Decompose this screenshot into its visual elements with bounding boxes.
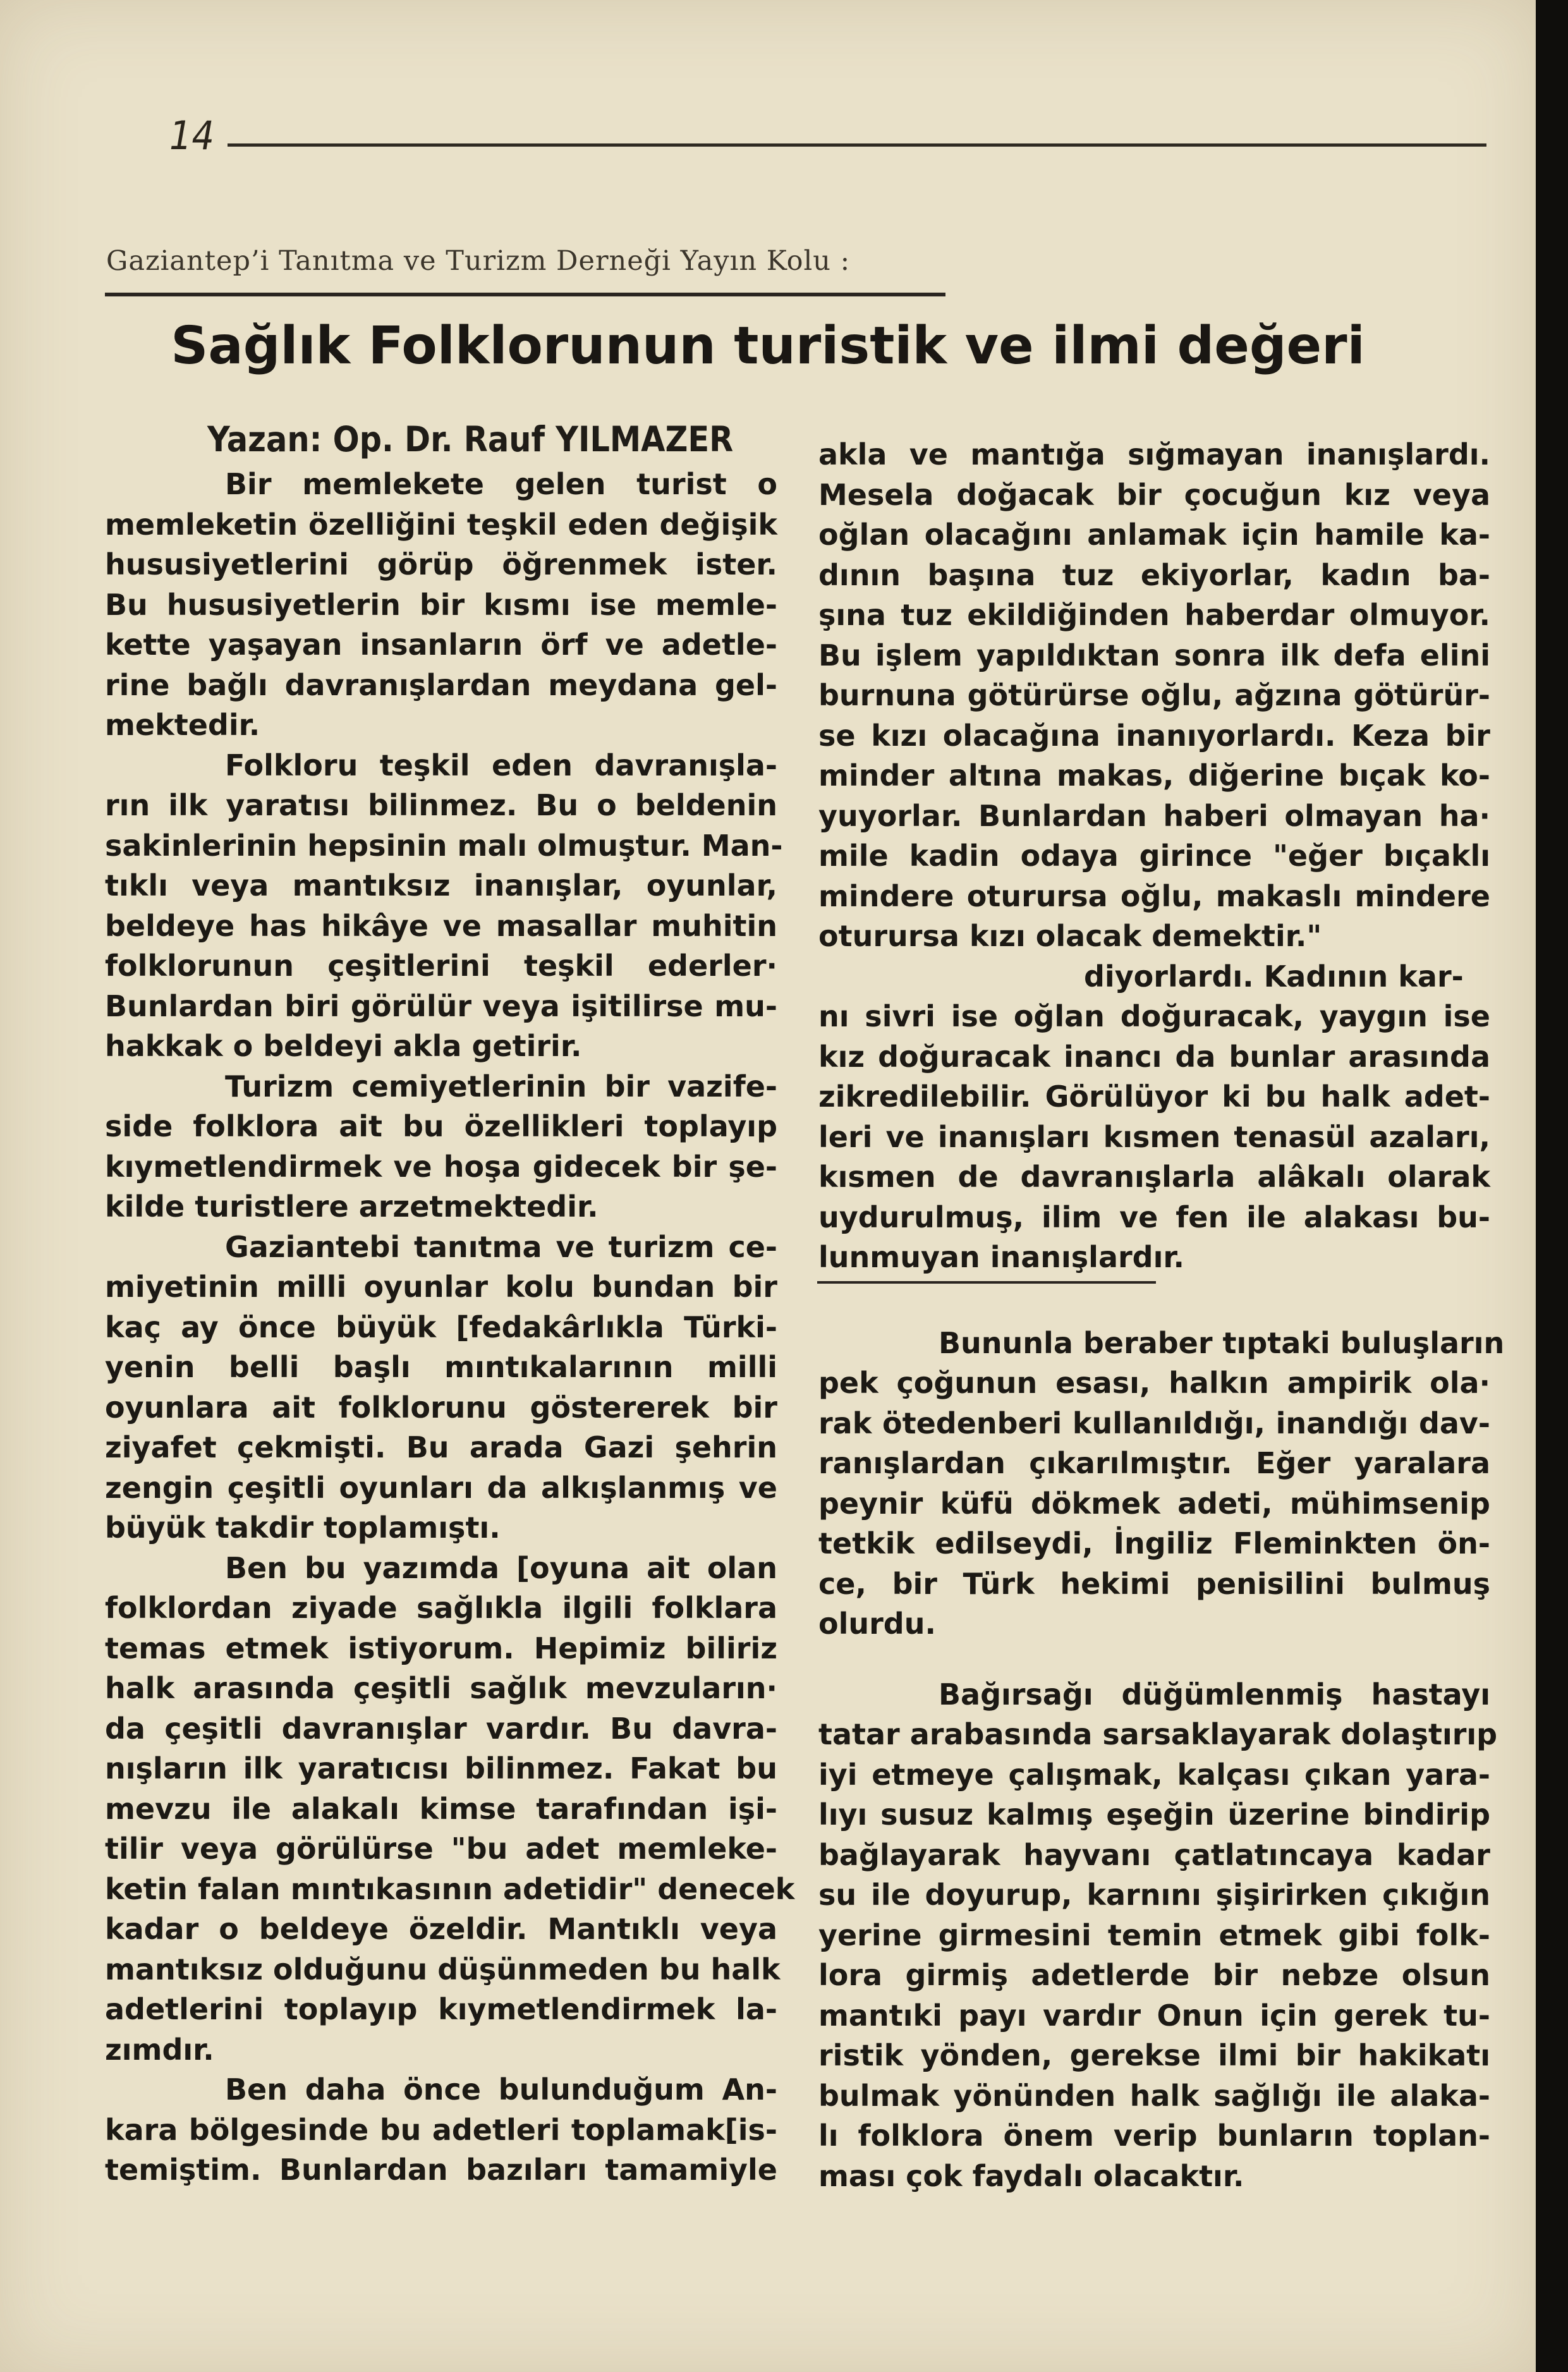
- text-line: Bununla beraber tıptaki buluşların: [939, 1325, 1505, 1360]
- text-line: ce, bir Türk hekimi penisilini bulmuş: [818, 1566, 1490, 1601]
- text-line: uydurulmuş, ilim ve fen ile alakası bu-: [818, 1200, 1490, 1234]
- text-line: akla ve mantığa sığmayan inanışlardı.: [818, 437, 1490, 471]
- text-line: mantıksız olduğunu düşünmeden bu halk: [105, 1952, 781, 1986]
- text-line: se kızı olacağına inanıyorlardı. Keza bir: [818, 718, 1490, 753]
- text-line: Gaziantebi tanıtma ve turizm ce-: [225, 1229, 777, 1264]
- text-line: kette yaşayan insanların örf ve adetle-: [105, 628, 777, 662]
- text-line: bulmak yönünden halk sağlığı ile alaka-: [818, 2078, 1490, 2113]
- kicker-rule: [105, 293, 945, 296]
- text-line: pek çoğunun esası, halkın ampirik ola·: [818, 1366, 1490, 1400]
- text-line: Turizm cemiyetlerinin bir vazife-: [225, 1069, 777, 1104]
- text-line: Bağırsağı düğümlenmiş hastayı: [939, 1677, 1490, 1712]
- text-line: da çeşitli davranışlar vardır. Bu davra-: [105, 1711, 777, 1746]
- article-headline: Sağlık Folklorunun turistik ve ilmi değeri: [171, 316, 1365, 376]
- page-number: 14: [169, 113, 214, 159]
- text-line: lunmuyan inanışlardır.: [818, 1240, 1184, 1274]
- text-line: zımdır.: [105, 2032, 214, 2067]
- text-line: oyunlara ait folklorunu göstererek bir: [105, 1390, 777, 1425]
- text-line: oturursa kızı olacak demektir.": [818, 919, 1322, 953]
- text-line: zengin çeşitli oyunları da alkışlanmış ve: [105, 1470, 777, 1505]
- text-line: kısmen de davranışlarla alâkalı olarak: [818, 1160, 1490, 1194]
- text-line: zikredilebilir. Görülüyor ki bu halk adet-: [818, 1080, 1490, 1114]
- text-line: temiştim. Bunlardan bazıları tamamiyle: [105, 2153, 777, 2187]
- text-line: Ben daha önce bulunduğum An-: [225, 2072, 777, 2107]
- text-line: kilde turistlere arzetmektedir.: [105, 1189, 599, 1224]
- text-line: yerine girmesini temin etmek gibi folk-: [818, 1918, 1490, 1952]
- text-line: rine bağlı davranışlardan meydana gel-: [105, 667, 777, 702]
- text-line: tilir veya görülürse "bu adet memleke-: [105, 1832, 777, 1866]
- section-kicker: Gaziantep’i Tanıtma ve Turizm Derneği Yayın Kolu :: [106, 245, 851, 277]
- text-line: yenin belli başlı mıntıkalarının milli: [105, 1350, 777, 1384]
- text-line: lora girmiş adetlerde bir nebze olsun: [818, 1958, 1490, 1992]
- text-line: kıymetlendirmek ve hoşa gidecek bir şe-: [105, 1149, 777, 1184]
- text-line: kız doğuracak inancı da bunlar arasında: [818, 1039, 1490, 1074]
- text-line: lı folklora önem verip bunların toplan-: [818, 2119, 1490, 2153]
- text-line: mevzu ile alakalı kimse tarafından işi-: [105, 1791, 777, 1826]
- text-line: halk arasında çeşitli sağlık mevzuların·: [105, 1671, 777, 1705]
- text-line: miyetinin milli oyunlar kolu bundan bir: [105, 1270, 777, 1304]
- text-line: yuyorlar. Bunlardan haberi olmayan ha·: [818, 798, 1490, 833]
- text-line: ranışlardan çıkarılmıştır. Eğer yaralara: [818, 1446, 1490, 1480]
- left-column: [105, 465, 795, 2191]
- text-line: iyi etmeye çalışmak, kalçası çıkan yara-: [818, 1757, 1490, 1792]
- text-line: hususiyetlerini görüp öğrenmek ister.: [105, 547, 777, 581]
- text-line: bağlayarak hayvanı çatlatıncaya kadar: [818, 1837, 1490, 1872]
- text-line: ketin falan mıntıkasının adetidir" denecek: [105, 1871, 795, 1906]
- text-line: büyük takdir toplamıştı.: [105, 1511, 501, 1545]
- text-line: mektedir.: [105, 708, 260, 742]
- text-line: tıklı veya mantıksız inanışlar, oyunlar,: [105, 868, 777, 903]
- text-line: burnuna götürürse oğlu, ağzına götürür-: [818, 678, 1490, 712]
- text-line: hakkak o beldeyi akla getirir.: [105, 1029, 582, 1063]
- text-line: Mesela doğacak bir çocuğun kız veya: [818, 477, 1490, 512]
- text-line: su ile doyurup, karnını şişirirken çıkığın: [818, 1878, 1490, 1912]
- text-line: mantıki payı vardır Onun için gerek tu-: [818, 1998, 1490, 2033]
- text-line: Bu hususiyetlerin bir kısmı ise memle-: [105, 587, 777, 622]
- text-line: nışların ilk yaratıcısı bilinmez. Fakat bu: [105, 1751, 777, 1785]
- text-line: mile kadin odaya girince "eğer bıçaklı: [818, 839, 1490, 873]
- text-line: Bu işlem yapıldıktan sonra ilk defa elini: [818, 638, 1490, 672]
- text-line: nı sivri ise oğlan doğuracak, yaygın ise: [818, 999, 1490, 1033]
- text-line: lıyı susuz kalmış eşeğin üzerine bindirip: [818, 1797, 1490, 1832]
- paragraph-gap: [818, 1278, 1490, 1323]
- text-line: adetlerini toplayıp kıymetlendirmek la-: [105, 1992, 777, 2026]
- text-line: diyorlardı. Kadının kar-: [1084, 959, 1464, 994]
- article-byline: Yazan: Op. Dr. Rauf YILMAZER: [207, 419, 734, 459]
- text-line: Ben bu yazımda [oyuna ait olan: [225, 1550, 777, 1585]
- text-line: peynir küfü dökmek adeti, mühimsenip: [818, 1486, 1490, 1521]
- text-line: temas etmek istiyorum. Hepimiz biliriz: [105, 1631, 777, 1665]
- text-line: side folklora ait bu özellikleri toplayıp: [105, 1109, 777, 1143]
- text-line: kaç ay önce büyük [fedakârlıkla Türki-: [105, 1310, 777, 1344]
- text-line: leri ve inanışları kısmen tenasül azaları,: [818, 1119, 1490, 1154]
- right-column: [818, 435, 1505, 2196]
- text-line: folklorunun çeşitlerini teşkil ederler·: [105, 949, 777, 983]
- text-line: Bir memlekete gelen turist o: [225, 467, 777, 501]
- header-rule: [228, 143, 1486, 147]
- text-line: Bunlardan biri görülür veya işitilirse mu-: [105, 988, 777, 1023]
- text-line: kadar o beldeye özeldir. Mantıklı veya: [105, 1912, 777, 1946]
- text-line: minder altına makas, diğerine bıçak ko-: [818, 758, 1490, 793]
- text-line: rak ötedenberi kullanıldığı, inandığı dav-: [818, 1406, 1490, 1440]
- text-line: mindere oturursa oğlu, makaslı mindere: [818, 879, 1490, 913]
- text-line: Folkloru teşkil eden davranışla-: [225, 748, 777, 782]
- text-line: şına tuz ekildiğinden haberdar olmuyor.: [818, 598, 1490, 632]
- text-line: ziyafet çekmişti. Bu arada Gazi şehrin: [105, 1430, 777, 1464]
- text-line: sakinlerinin hepsinin malı olmuştur. Man-: [105, 828, 783, 863]
- text-line: folklordan ziyade sağlıkla ilgili folklara: [105, 1591, 777, 1625]
- text-line: beldeye has hikâye ve masallar muhitin: [105, 908, 777, 943]
- paragraph-gap: [818, 1645, 1490, 1675]
- text-line: ristik yönden, gerekse ilmi bir hakikatı: [818, 2038, 1490, 2072]
- text-line: ması çok faydalı olacaktır.: [818, 2158, 1244, 2193]
- text-line: tatar arabasında sarsaklayarak dolaştırıp: [818, 1717, 1498, 1751]
- text-line: rın ilk yaratısı bilinmez. Bu o beldenin: [105, 788, 777, 822]
- text-line: tetkik edilseydi, İngiliz Fleminkten ön-: [818, 1526, 1490, 1560]
- text-line: olurdu.: [818, 1607, 936, 1641]
- text-line: oğlan olacağını anlamak için hamile ka-: [818, 518, 1490, 552]
- text-line: memleketin özelliğini teşkil eden değişik: [105, 507, 777, 542]
- text-line: dının başına tuz ekiyorlar, kadın ba-: [818, 557, 1490, 592]
- column-divider-rule: [817, 1281, 1156, 1284]
- text-line: kara bölgesinde bu adetleri toplamak[is-: [105, 2112, 777, 2147]
